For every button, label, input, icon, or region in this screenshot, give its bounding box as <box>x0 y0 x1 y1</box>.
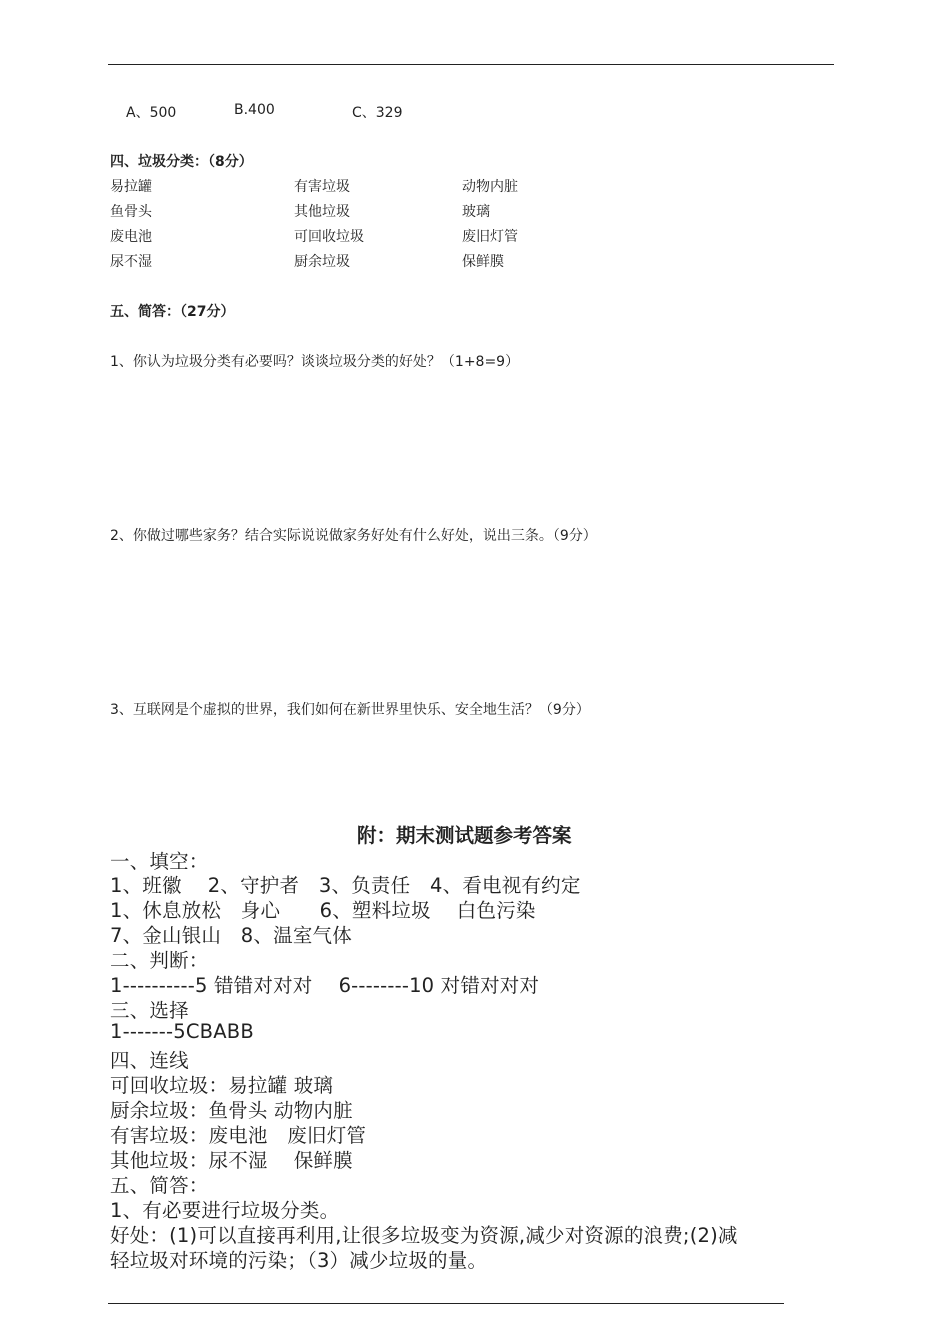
answer-line: 厨余垃圾：鱼骨头 动物内脏 <box>110 1099 353 1122</box>
answer-line: 一、填空： <box>110 850 209 873</box>
sort-cell: 其他垃圾 <box>294 204 350 220</box>
answer-line: 1、休息放松 身心 6、塑料垃圾 白色污染 <box>110 899 536 922</box>
answer-line: 五、简答： <box>110 1174 209 1197</box>
sort-cell: 厨余垃圾 <box>294 254 350 270</box>
question-3: 3、互联网是个虚拟的世界，我们如何在新世界里快乐、安全地生活？（9分） <box>110 702 590 718</box>
question-2: 2、你做过哪些家务？结合实际说说做家务好处有什么好处，说出三条。（9分） <box>110 528 597 544</box>
answers-title: 附：期末测试题参考答案 <box>357 824 572 847</box>
choice-c: C、329 <box>352 105 403 121</box>
answer-line: 三、选择 <box>110 999 189 1022</box>
section5-heading: 五、简答：（27分） <box>110 304 235 320</box>
answer-line: 有害垃圾：废电池 废旧灯管 <box>110 1124 367 1147</box>
answer-line: 其他垃圾：尿不湿 保鲜膜 <box>110 1149 353 1172</box>
answer-line: 1、有必要进行垃圾分类。 <box>110 1199 340 1222</box>
question-1: 1、你认为垃圾分类有必要吗？谈谈垃圾分类的好处？（1+8=9） <box>110 354 520 370</box>
top-rule <box>108 64 834 65</box>
choice-b: B.400 <box>234 102 275 118</box>
section4-heading: 四、垃圾分类：（8分） <box>110 154 253 170</box>
answer-line: 二、判断： <box>110 949 209 972</box>
sort-cell: 保鲜膜 <box>462 254 504 270</box>
sort-cell: 尿不湿 <box>110 254 152 270</box>
sort-cell: 可回收垃圾 <box>294 229 364 245</box>
answer-line: 轻垃圾对环境的污染；（3）减少垃圾的量。 <box>110 1249 488 1272</box>
choice-a: A、500 <box>126 105 177 121</box>
sort-cell: 废电池 <box>110 229 152 245</box>
sort-cell: 鱼骨头 <box>110 204 152 220</box>
answer-line: 四、连线 <box>110 1049 189 1072</box>
answer-line: 好处：(1)可以直接再利用,让很多垃圾变为资源,减少对资源的浪费;(2)减 <box>110 1224 738 1247</box>
answer-line: 7、金山银山 8、温室气体 <box>110 924 352 947</box>
answer-line: 1----------5 错错对对对 6--------10 对错对对对 <box>110 974 540 997</box>
sort-cell: 玻璃 <box>462 204 490 220</box>
bottom-rule <box>108 1303 784 1304</box>
answer-line: 可回收垃圾：易拉罐 玻璃 <box>110 1074 334 1097</box>
sort-cell: 动物内脏 <box>462 179 518 195</box>
answer-line: 1、班徽 2、守护者 3、负责任 4、看电视有约定 <box>110 874 581 897</box>
sort-cell: 有害垃圾 <box>294 179 350 195</box>
answer-line: 1-------5CBABB <box>110 1020 254 1043</box>
sort-cell: 废旧灯管 <box>462 229 518 245</box>
sort-cell: 易拉罐 <box>110 179 152 195</box>
